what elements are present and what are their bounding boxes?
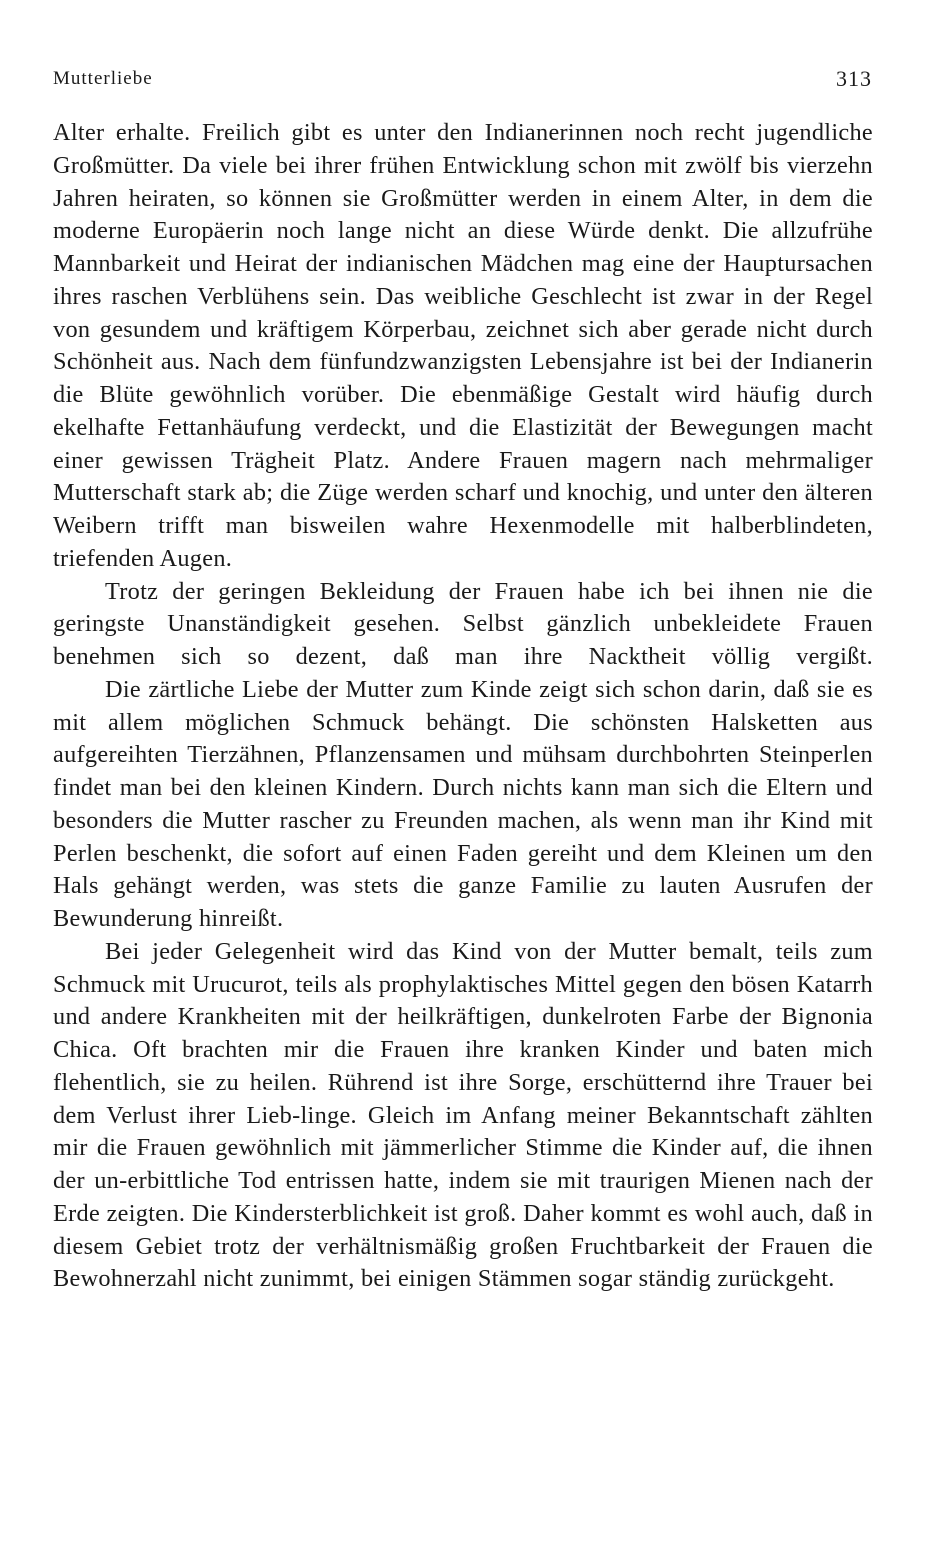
paragraph-2: Trotz der geringen Bekleidung der Frauen habe ich bei ihnen nie die geringste Unanständigkeit gesehen. Selbst gänzlich unbekleidete Frauen benehmen sich so dezent, daß man ihre Nacktheit völlig vergißt. xyxy=(53,577,873,670)
body-text xyxy=(53,117,873,1296)
running-title: Mutterliebe xyxy=(53,68,153,89)
paragraph-4: Bei jeder Gelegenheit wird das Kind von der Mutter bemalt, teils zum Schmuck mit Urucurot, teils als prophylaktisches Mittel gegen den bösen Katarrh und andere Krankheiten mit der heilkräftigen, dunkelroten Farbe der Bignonia Chica. Oft brachten mir die Frauen ihre kranken Kinder und baten mich flehentlich, sie zu heilen. Rührend ist ihre Sorge, erschütternd ihre Trauer bei dem Verlust ihrer Lieb-linge. Gleich im Anfang meiner Bekanntschaft zählten mir die Frauen gewöhnlich mit jämmerlicher Stimme die Kinder auf, die ihnen der un-erbittliche Tod entrissen hatte, indem sie mit traurigen Mienen nach der Erde zeigten. Die Kindersterblichkeit ist groß. Daher kommt es wohl auch, daß in diesem Gebiet trotz der verhältnismäßig großen Fruchtbarkeit der Frauen die Bewohnerzahl nicht zunimmt, bei einigen Stämmen sogar ständig zurückgeht. xyxy=(53,937,873,1293)
paragraph-3: Die zärtliche Liebe der Mutter zum Kinde zeigt sich schon darin, daß sie es mit allem möglichen Schmuck behängt. Die schönsten Halsketten aus aufgereihten Tierzähnen, Pflanzensamen und mühsam durchbohrten Steinperlen findet man bei den kleinen Kindern. Durch nichts kann man sich die Eltern und besonders die Mutter rascher zu Freunden machen, als wenn man ihr Kind mit Perlen beschenkt, die sofort auf einen Faden gereiht und dem Kleinen um den Hals gehängt werden, was stets die ganze Familie zu lauten Ausrufen der Bewunderung hinreißt. xyxy=(53,675,873,932)
page-number: 313 xyxy=(836,66,872,91)
paragraph-1: Alter erhalte. Freilich gibt es unter den Indianerinnen noch recht jugendliche Großmütter. Da viele bei ihrer frühen Entwicklung schon mit zwölf bis vierzehn Jahren heiraten, so können sie Großmütter werden in einem Alter, in dem die moderne Europäerin noch lange nicht an diese Würde denkt. Die allzufrühe Mannbarkeit und Heirat der indianischen Mädchen mag eine der Hauptursachen ihres raschen Verblühens sein. Das weibliche Geschlecht ist zwar in der Regel von gesundem und kräftigem Körperbau, zeichnet sich aber gerade nicht durch Schönheit aus. Nach dem fünfundzwanzigsten Lebensjahre ist bei der Indianerin die Blüte gewöhnlich vorüber. Die ebenmäßige Gestalt wird häufig durch ekelhafte Fettanhäufung verdeckt, und die Elastizität der Bewegungen macht einer gewissen Trägheit Platz. Andere Frauen magern nach mehrmaliger Mutterschaft stark ab; die Züge werden scharf und knochig, und unter den älteren Weibern trifft man bisweilen wahre Hexenmodelle mit halberblindeten, triefenden Augen. xyxy=(53,119,873,572)
page-header xyxy=(53,60,872,90)
